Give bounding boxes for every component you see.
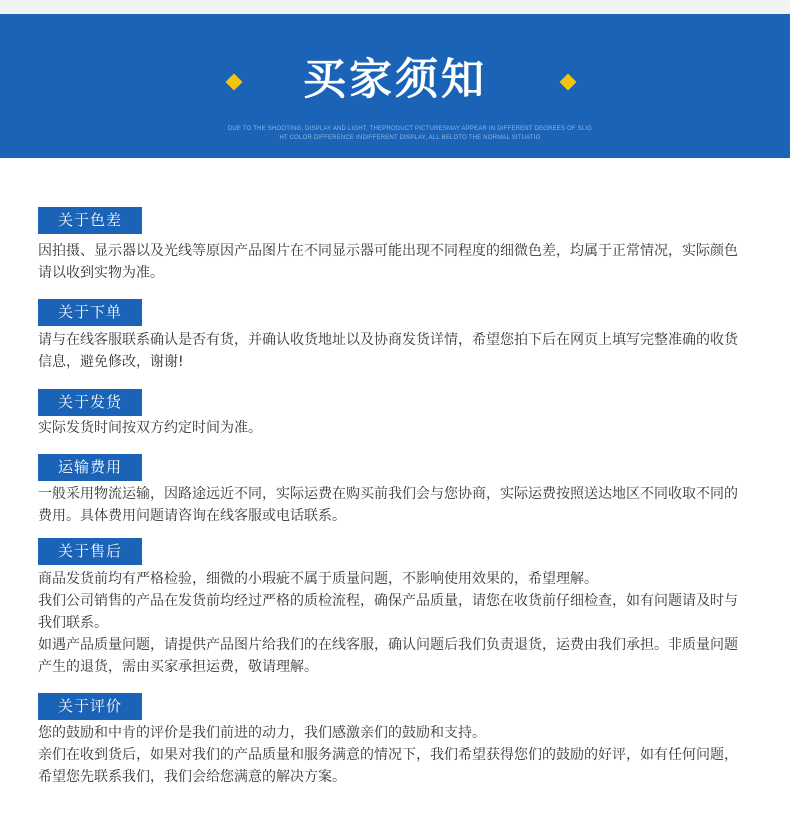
header-subtitle <box>200 125 620 143</box>
section-text: 一般采用物流运输，因路途远近不同，实际运费在购买前我们会与您协商，实际运费按照送达地区不同收取不同的费用。具体费用问题请咨询在线客服或电话联系。 <box>38 486 738 524</box>
section-text: 请与在线客服联系确认是否有货，并确认收货地址以及协商发货详情，希望您拍下后在网页上填写完整准确的收货信息，避免修改，谢谢! <box>38 332 738 370</box>
section-text: 我们公司销售的产品在发货前均经过严格的质检流程，确保产品质量，请您在收货前仔细检查，如有问题请及时与我们联系。 <box>38 593 738 631</box>
section-tag: 关于发货 <box>38 389 142 416</box>
page-title: 买家须知 <box>303 55 487 105</box>
section-reviews <box>38 693 750 788</box>
section-tag: 关于下单 <box>38 299 142 326</box>
section-tag: 运输费用 <box>38 454 142 481</box>
section-text: 商品发货前均有严格检验，细微的小瑕疵不属于质量问题，不影响使用效果的，希望理解。 <box>38 571 598 587</box>
section-text: 因拍摄、显示器以及光线等原因产品图片在不同显示器可能出现不同程度的细微色差，均属于正常情况，实际颜色请以收到实物为准。 <box>38 243 738 281</box>
section-tag: 关于评价 <box>38 693 142 720</box>
section-ordering <box>38 299 750 373</box>
section-text: 亲们在收到货后，如果对我们的产品质量和服务满意的情况下，我们希望获得您们的鼓励的好评，如有任何问题，希望您先联系我们，我们会给您满意的解决方案。 <box>38 747 738 785</box>
section-shipping <box>38 389 750 439</box>
section-tag: 关于售后 <box>38 538 142 565</box>
section-tag: 关于色差 <box>38 207 142 234</box>
header-subtitle-line1: DUE TO THE SHOOTING, DISPLAY AND LIGHT, THEPRODUCT PICTURESMAY APPEAR IN DIFFERENT DEGREES OF SLIG <box>227 126 593 132</box>
section-freight <box>38 454 750 527</box>
section-color-difference <box>38 207 750 284</box>
top-strip <box>0 0 790 14</box>
section-text: 您的鼓励和中肯的评价是我们前进的动力，我们感激亲们的鼓励和支持。 <box>38 725 486 741</box>
section-text: 实际发货时间按双方约定时间为准。 <box>38 420 262 436</box>
header-banner <box>0 14 790 158</box>
section-text: 如遇产品质量问题，请提供产品图片给我们的在线客服，确认问题后我们负责退货，运费由我们承担。非质量问题产生的退货，需由买家承担运费，敬请理解。 <box>38 637 738 675</box>
section-after-sales <box>38 538 750 678</box>
header-subtitle-line2: HT COLOR DIFFERENCE INDIFFERENT DISPLAY, ALL BELOTO THE NORMAL SITUATIO <box>279 135 541 141</box>
